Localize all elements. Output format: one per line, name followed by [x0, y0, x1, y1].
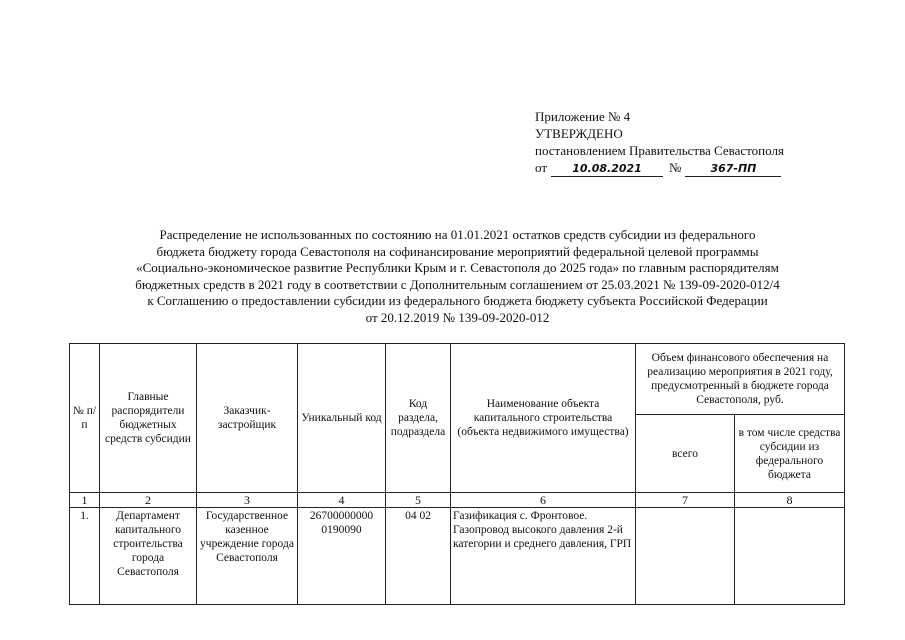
title-line: Распределение не использованных по состоянию на 01.01.2021 остатков средств субсидии из федерального — [159, 227, 756, 242]
title-line: «Социально-экономическое развитие Республики Крым и г. Севастополя до 2025 года» по главным распорядителям — [136, 260, 779, 276]
column-number-row — [70, 493, 845, 508]
title-line: от 20.12.2019 № 139-09-2020-012 — [365, 309, 550, 325]
column-number: 5 — [386, 493, 451, 508]
column-number: 7 — [636, 493, 735, 508]
cell-num: 1. — [70, 508, 100, 605]
column-number: 4 — [298, 493, 386, 508]
decree-label: постановлением Правительства Севастополя — [535, 143, 784, 158]
decree-date-line — [535, 159, 845, 177]
cell-section: 04 02 — [386, 508, 451, 605]
header-federal: в том числе средства субсидии из федерального бюджета — [735, 415, 845, 493]
document-title — [60, 227, 855, 327]
title-line: бюджетных средств в 2021 году в соответствии с Дополнительным соглашением от 25.03.2021 № 139-09-2020-012/4 — [135, 276, 780, 292]
decree-number: 367-ПП — [685, 162, 781, 177]
column-number: 8 — [735, 493, 845, 508]
header-code: Уникальный код — [298, 344, 386, 493]
title-line: к Соглашению о предоставлении субсидии из федерального бюджета бюджету субъекта Российской Федерации — [147, 293, 768, 309]
cell-customer: Государственное казенное учреждение города Севастополя — [197, 508, 298, 605]
decree-date: 10.08.2021 — [551, 162, 663, 177]
header-volume: Объем финансового обеспечения на реализацию мероприятия в 2021 году, предусмотренный в бюджете города Севастополя, руб. — [636, 344, 845, 415]
table-header-row — [70, 344, 845, 415]
cell-total — [636, 508, 735, 605]
cell-manager: Департамент капитального строительства города Севастополя — [100, 508, 197, 605]
cell-code: 26700000000 0190090 — [298, 508, 386, 605]
header-total: всего — [636, 415, 735, 493]
header-object: Наименование объекта капитального строительства (объекта недвижимого имущества) — [451, 344, 636, 493]
header-num: № п/п — [70, 344, 100, 493]
column-number: 3 — [197, 493, 298, 508]
header-section: Код раздела, подраздела — [386, 344, 451, 493]
cell-object: Газификация с. Фронтовое. Газопровод высокого давления 2-й категории и среднего давления, ГРП — [451, 508, 636, 605]
header-customer: Заказчик-застройщик — [197, 344, 298, 493]
title-line: бюджета бюджету города Севастополя на софинансирование мероприятий федеральной целевой программы — [156, 243, 759, 259]
approved-label: УТВЕРЖДЕНО — [535, 126, 623, 141]
table-row — [70, 508, 845, 605]
column-number: 6 — [451, 493, 636, 508]
cell-federal — [735, 508, 845, 605]
number-label: № — [669, 160, 682, 175]
appendix-label: Приложение № 4 — [535, 109, 631, 124]
budget-table — [69, 343, 845, 605]
header-managers: Главные распорядители бюджетных средств субсидии — [100, 344, 197, 493]
approval-block — [535, 108, 845, 177]
from-label: от — [535, 160, 548, 175]
column-number: 2 — [100, 493, 197, 508]
column-number: 1 — [70, 493, 100, 508]
